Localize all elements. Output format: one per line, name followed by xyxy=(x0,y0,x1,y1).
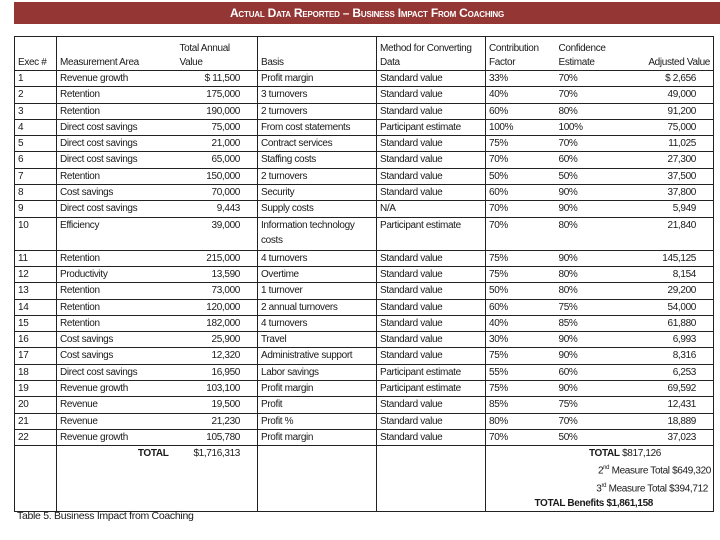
cell-area: Efficiency xyxy=(57,217,177,250)
cell-area: Direct cost savings xyxy=(57,364,177,380)
cell-method: Standard value xyxy=(377,266,486,282)
table-row xyxy=(15,429,714,445)
cell-adjusted: 69,592 xyxy=(621,381,714,397)
value-total: $1,716,313 xyxy=(177,446,258,512)
value-total-label: TOTAL xyxy=(57,446,177,512)
third-measure-total: 3rd Measure Total $394,712 xyxy=(596,482,708,494)
cell-confidence: 90% xyxy=(556,348,621,364)
cell-area: Revenue xyxy=(57,413,177,429)
table-row xyxy=(15,299,714,315)
table-row xyxy=(15,315,714,331)
total-benefits: TOTAL Benefits $1,861,158 xyxy=(534,497,653,509)
cell-confidence: 75% xyxy=(556,299,621,315)
cell-method: Standard value xyxy=(377,315,486,331)
cell-contribution: 70% xyxy=(486,152,556,168)
header-basis: Basis xyxy=(258,37,377,71)
cell-adjusted: 12,431 xyxy=(621,397,714,413)
cell-contribution: 30% xyxy=(486,332,556,348)
cell-value: 12,320 xyxy=(177,348,258,364)
table-row xyxy=(15,266,714,282)
cell-basis: 4 turnovers xyxy=(258,315,377,331)
cell-method: N/A xyxy=(377,201,486,217)
cell-adjusted: 8,154 xyxy=(621,266,714,282)
table-row xyxy=(15,136,714,152)
cell-exec: 10 xyxy=(15,217,57,250)
cell-adjusted: 37,023 xyxy=(621,429,714,445)
cell-basis: Travel xyxy=(258,332,377,348)
cell-confidence: 60% xyxy=(556,152,621,168)
cell-method: Standard value xyxy=(377,103,486,119)
cell-value: 21,000 xyxy=(177,136,258,152)
cell-confidence: 80% xyxy=(556,217,621,250)
cell-confidence: 90% xyxy=(556,185,621,201)
cell-basis: Administrative support xyxy=(258,348,377,364)
cell-basis: Profit xyxy=(258,397,377,413)
cell-exec: 6 xyxy=(15,152,57,168)
cell-confidence: 85% xyxy=(556,315,621,331)
cell-method: Standard value xyxy=(377,283,486,299)
cell-contribution: 85% xyxy=(486,397,556,413)
cell-adjusted: 29,200 xyxy=(621,283,714,299)
cell-confidence: 70% xyxy=(556,413,621,429)
cell-contribution: 100% xyxy=(486,119,556,135)
cell-confidence: 80% xyxy=(556,283,621,299)
cell-exec: 9 xyxy=(15,201,57,217)
cell-adjusted: 8,316 xyxy=(621,348,714,364)
cell-adjusted: 91,200 xyxy=(621,103,714,119)
cell-adjusted: 54,000 xyxy=(621,299,714,315)
cell-contribution: 50% xyxy=(486,283,556,299)
table-row xyxy=(15,250,714,266)
cell-value: 39,000 xyxy=(177,217,258,250)
cell-adjusted: 27,300 xyxy=(621,152,714,168)
cell-basis: 4 turnovers xyxy=(258,250,377,266)
table-row xyxy=(15,348,714,364)
cell-basis: From cost statements xyxy=(258,119,377,135)
adjusted-total: $817,126 xyxy=(622,448,661,460)
cell-exec: 22 xyxy=(15,429,57,445)
cell-area: Direct cost savings xyxy=(57,152,177,168)
cell-area: Retention xyxy=(57,250,177,266)
cell-exec: 13 xyxy=(15,283,57,299)
cell-method: Standard value xyxy=(377,429,486,445)
cell-value: 65,000 xyxy=(177,152,258,168)
cell-adjusted: $ 2,656 xyxy=(621,71,714,87)
title-banner: Actual Data Reported – Business Impact From Coaching xyxy=(14,2,720,24)
cell-contribution: 70% xyxy=(486,201,556,217)
cell-exec: 1 xyxy=(15,71,57,87)
cell-confidence: 100% xyxy=(556,119,621,135)
table-row xyxy=(15,168,714,184)
cell-adjusted: 6,253 xyxy=(621,364,714,380)
cell-contribution: 60% xyxy=(486,185,556,201)
cell-exec: 17 xyxy=(15,348,57,364)
cell-area: Revenue growth xyxy=(57,381,177,397)
cell-contribution: 75% xyxy=(486,136,556,152)
cell-exec: 11 xyxy=(15,250,57,266)
cell-basis: 2 annual turnovers xyxy=(258,299,377,315)
table-row xyxy=(15,332,714,348)
cell-value: 21,230 xyxy=(177,413,258,429)
cell-area: Direct cost savings xyxy=(57,201,177,217)
cell-confidence: 90% xyxy=(556,381,621,397)
table-row xyxy=(15,283,714,299)
cell-basis: 2 turnovers xyxy=(258,103,377,119)
cell-method: Standard value xyxy=(377,250,486,266)
cell-adjusted: 75,000 xyxy=(621,119,714,135)
cell-contribution: 55% xyxy=(486,364,556,380)
cell-exec: 3 xyxy=(15,103,57,119)
cell-method: Standard value xyxy=(377,397,486,413)
cell-confidence: 75% xyxy=(556,397,621,413)
header-contribution: Contribution Factor xyxy=(486,37,556,71)
cell-adjusted: 11,025 xyxy=(621,136,714,152)
cell-value: 120,000 xyxy=(177,299,258,315)
cell-value: 175,000 xyxy=(177,87,258,103)
cell-contribution: 50% xyxy=(486,168,556,184)
cell-method: Participant estimate xyxy=(377,217,486,250)
cell-value: 215,000 xyxy=(177,250,258,266)
cell-area: Direct cost savings xyxy=(57,136,177,152)
cell-confidence: 80% xyxy=(556,103,621,119)
cell-method: Standard value xyxy=(377,348,486,364)
cell-exec: 20 xyxy=(15,397,57,413)
cell-value: 75,000 xyxy=(177,119,258,135)
cell-confidence: 70% xyxy=(556,87,621,103)
cell-exec: 15 xyxy=(15,315,57,331)
table-row xyxy=(15,413,714,429)
cell-method: Standard value xyxy=(377,185,486,201)
cell-area: Retention xyxy=(57,299,177,315)
cell-area: Cost savings xyxy=(57,185,177,201)
cell-value: 9,443 xyxy=(177,201,258,217)
cell-value: 13,590 xyxy=(177,266,258,282)
cell-method: Standard value xyxy=(377,87,486,103)
header-exec: Exec # xyxy=(15,37,57,71)
table-row xyxy=(15,103,714,119)
cell-area: Revenue xyxy=(57,397,177,413)
cell-contribution: 40% xyxy=(486,315,556,331)
cell-contribution: 75% xyxy=(486,348,556,364)
second-measure-total: 2nd Measure Total $649,320 xyxy=(597,465,711,477)
cell-area: Revenue growth xyxy=(57,71,177,87)
table-row xyxy=(15,217,714,250)
cell-value: 25,900 xyxy=(177,332,258,348)
cell-contribution: 80% xyxy=(486,413,556,429)
table-row xyxy=(15,87,714,103)
cell-exec: 14 xyxy=(15,299,57,315)
cell-contribution: 60% xyxy=(486,299,556,315)
cell-confidence: 50% xyxy=(556,429,621,445)
cell-area: Retention xyxy=(57,315,177,331)
cell-value: 19,500 xyxy=(177,397,258,413)
cell-area: Retention xyxy=(57,87,177,103)
cell-value: 150,000 xyxy=(177,168,258,184)
cell-area: Revenue growth xyxy=(57,429,177,445)
table-row xyxy=(15,119,714,135)
cell-basis: Supply costs xyxy=(258,201,377,217)
cell-exec: 12 xyxy=(15,266,57,282)
cell-exec: 2 xyxy=(15,87,57,103)
cell-area: Retention xyxy=(57,103,177,119)
cell-exec: 5 xyxy=(15,136,57,152)
cell-contribution: 75% xyxy=(486,381,556,397)
cell-adjusted: 5,949 xyxy=(621,201,714,217)
cell-confidence: 90% xyxy=(556,332,621,348)
cell-confidence: 60% xyxy=(556,364,621,380)
cell-exec: 16 xyxy=(15,332,57,348)
cell-confidence: 80% xyxy=(556,266,621,282)
cell-value: 182,000 xyxy=(177,315,258,331)
cell-value: 105,780 xyxy=(177,429,258,445)
cell-method: Standard value xyxy=(377,299,486,315)
cell-value: 16,950 xyxy=(177,364,258,380)
cell-basis: Labor savings xyxy=(258,364,377,380)
cell-method: Standard value xyxy=(377,168,486,184)
table-caption: Table 5. Business Impact from Coaching xyxy=(17,510,194,522)
cell-contribution: 40% xyxy=(486,87,556,103)
header-area: Measurement Area xyxy=(57,37,177,71)
table-row xyxy=(15,397,714,413)
cell-contribution: 75% xyxy=(486,266,556,282)
cell-area: Cost savings xyxy=(57,348,177,364)
cell-contribution: 70% xyxy=(486,217,556,250)
cell-contribution: 60% xyxy=(486,103,556,119)
cell-method: Standard value xyxy=(377,413,486,429)
cell-exec: 18 xyxy=(15,364,57,380)
cell-basis: 3 turnovers xyxy=(258,87,377,103)
cell-contribution: 33% xyxy=(486,71,556,87)
cell-value: 70,000 xyxy=(177,185,258,201)
cell-basis: Profit margin xyxy=(258,71,377,87)
table-row xyxy=(15,381,714,397)
cell-basis: Information technology costs xyxy=(258,217,377,250)
cell-method: Standard value xyxy=(377,152,486,168)
cell-exec: 7 xyxy=(15,168,57,184)
cell-exec: 19 xyxy=(15,381,57,397)
table-row xyxy=(15,71,714,87)
cell-area: Direct cost savings xyxy=(57,119,177,135)
cell-confidence: 90% xyxy=(556,201,621,217)
cell-basis: Profit margin xyxy=(258,429,377,445)
cell-adjusted: 6,993 xyxy=(621,332,714,348)
cell-method: Participant estimate xyxy=(377,381,486,397)
cell-value: 73,000 xyxy=(177,283,258,299)
header-adjusted: Adjusted Value xyxy=(621,37,714,71)
cell-confidence: 70% xyxy=(556,136,621,152)
cell-adjusted: 61,880 xyxy=(621,315,714,331)
cell-adjusted: 145,125 xyxy=(621,250,714,266)
cell-area: Cost savings xyxy=(57,332,177,348)
cell-adjusted: 37,500 xyxy=(621,168,714,184)
table-row xyxy=(15,185,714,201)
cell-adjusted: 49,000 xyxy=(621,87,714,103)
cell-contribution: 70% xyxy=(486,429,556,445)
cell-method: Participant estimate xyxy=(377,364,486,380)
cell-confidence: 90% xyxy=(556,250,621,266)
header-value: Total Annual Value xyxy=(179,43,230,68)
cell-adjusted: 21,840 xyxy=(621,217,714,250)
cell-value: $ 11,500 xyxy=(177,71,258,87)
cell-basis: 1 turnover xyxy=(258,283,377,299)
cell-basis: Profit % xyxy=(258,413,377,429)
cell-adjusted: 37,800 xyxy=(621,185,714,201)
cell-value: 190,000 xyxy=(177,103,258,119)
cell-method: Standard value xyxy=(377,136,486,152)
cell-basis: Contract services xyxy=(258,136,377,152)
totals-row xyxy=(15,446,714,512)
header-row xyxy=(15,37,714,71)
cell-area: Productivity xyxy=(57,266,177,282)
cell-method: Standard value xyxy=(377,71,486,87)
cell-basis: Overtime xyxy=(258,266,377,282)
cell-value: 103,100 xyxy=(177,381,258,397)
adjusted-totals: TOTAL $817,126 2nd Measure Total $649,320 3rd Measure Total $394,712 TOTAL Benefits $1,861,158 xyxy=(486,446,714,512)
header-confidence: Confidence Estimate xyxy=(558,43,606,68)
business-impact-table xyxy=(14,36,714,512)
cell-area: Retention xyxy=(57,168,177,184)
cell-confidence: 50% xyxy=(556,168,621,184)
table-row xyxy=(15,364,714,380)
cell-basis: Staffing costs xyxy=(258,152,377,168)
cell-confidence: 70% xyxy=(556,71,621,87)
table-row xyxy=(15,201,714,217)
cell-basis: 2 turnovers xyxy=(258,168,377,184)
cell-method: Standard value xyxy=(377,332,486,348)
cell-exec: 21 xyxy=(15,413,57,429)
header-method: Method for Converting Data xyxy=(377,37,486,71)
cell-method: Participant estimate xyxy=(377,119,486,135)
cell-adjusted: 18,889 xyxy=(621,413,714,429)
cell-exec: 4 xyxy=(15,119,57,135)
cell-contribution: 75% xyxy=(486,250,556,266)
cell-exec: 8 xyxy=(15,185,57,201)
cell-area: Retention xyxy=(57,283,177,299)
cell-basis: Security xyxy=(258,185,377,201)
table-row xyxy=(15,152,714,168)
cell-basis: Profit margin xyxy=(258,381,377,397)
